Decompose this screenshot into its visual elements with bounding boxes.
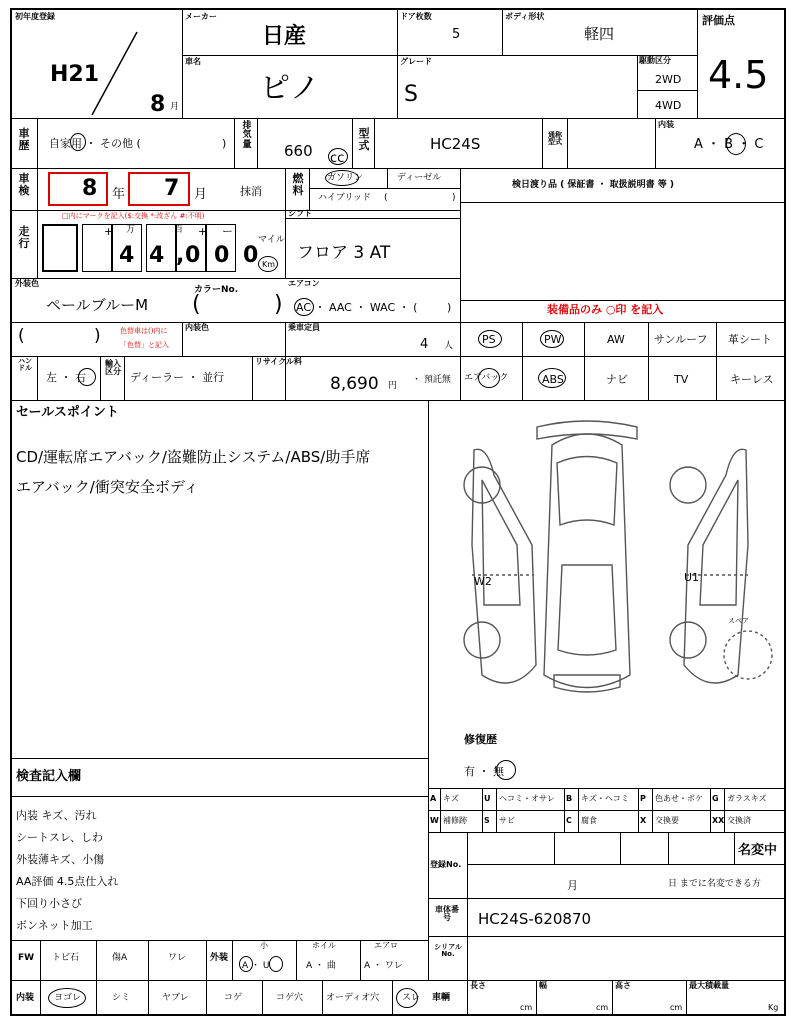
registration-day-text: 日 までに名変できる方 xyxy=(668,879,761,889)
year-unit: 年 xyxy=(112,187,126,202)
body-type-label: ボディ形状 xyxy=(505,12,545,21)
inspection-month-box xyxy=(128,172,190,206)
import-label: 輸入区分 xyxy=(105,359,121,377)
capacity-label: 乗車定員 xyxy=(288,323,320,332)
first-registration-year: H21 xyxy=(50,62,100,87)
size-small-value: A ・ U xyxy=(242,961,270,971)
history-close: ) xyxy=(222,137,227,150)
sales-point-label: セールスポイント xyxy=(16,405,119,420)
inspection-note-3: 外装薄キズ、小傷 xyxy=(16,853,105,866)
equip-aw: AW xyxy=(607,333,625,346)
damage-w2: W2 xyxy=(474,575,492,588)
aircon-options: AC ・ AAC ・ WAC ・ ( xyxy=(296,301,418,314)
interior-wear: スレ xyxy=(402,993,421,1003)
repair-history-value: 有 ・ 無 xyxy=(464,765,504,778)
score-label: 評価点 xyxy=(702,14,735,27)
inspection-year-box xyxy=(48,172,108,206)
interior-dirt-circle xyxy=(48,988,86,1008)
registration-no-label: 登録No. xyxy=(430,860,462,869)
chassis-no-label: 車体番号 xyxy=(435,905,459,923)
size-wheel-label: ホイル xyxy=(312,941,336,950)
drive-label: 駆動区分 xyxy=(639,56,671,65)
inspection-note-4: AA評価 4.5点仕入れ xyxy=(16,875,119,888)
displacement-value: 660 xyxy=(284,142,313,160)
mileage-plus-2: + xyxy=(198,225,208,238)
mileage-label: 走行 xyxy=(18,225,30,250)
vehicle-dimensions-label: 車輌 xyxy=(432,993,451,1003)
length-label: 長さ xyxy=(470,981,486,990)
repair-none-circle xyxy=(496,760,516,780)
legend-code: X xyxy=(640,816,647,825)
fuel-hybrid: ハイブリッド xyxy=(318,193,372,203)
mileage-digit-1: 4 xyxy=(119,243,135,268)
first-registration-label: 初年度登録 xyxy=(15,12,55,21)
mileage-digit-box-0 xyxy=(42,224,78,272)
color-change-open: ( xyxy=(18,326,25,346)
inspection-month: 7 xyxy=(164,176,180,201)
legend-code: G xyxy=(712,794,719,803)
mileage-digit-5: 0 xyxy=(243,243,259,268)
shift-value: フロア 3 AT xyxy=(297,243,391,263)
inspection-year: 8 xyxy=(82,176,98,201)
deposit-none: ・ 預託無 xyxy=(412,375,451,385)
max-load-label: 最大積載量 xyxy=(689,981,729,990)
legend-code: C xyxy=(566,816,572,825)
inspection-note-1: 内装 キズ、汚れ xyxy=(16,809,97,822)
interior-burn: コゲ xyxy=(224,993,243,1003)
legend-code: S xyxy=(484,816,490,825)
mileage-plus-1: + xyxy=(104,225,114,238)
inspection-notes-label: 検査記入欄 xyxy=(16,769,82,784)
damage-u1: U1 xyxy=(684,571,700,584)
legend-description: 交換済 xyxy=(727,816,751,825)
capacity-unit: 人 xyxy=(444,341,454,351)
height-label: 高さ xyxy=(615,981,631,990)
body-type-value: 軽四 xyxy=(584,25,615,43)
first-registration-month: 8 xyxy=(150,92,166,117)
grade-label: グレード xyxy=(400,57,432,66)
color-change-close: ) xyxy=(94,326,101,346)
spare-label: スペア xyxy=(728,617,749,625)
fuel-gasoline: ガソリン xyxy=(327,173,364,183)
interior-b-circle xyxy=(726,133,746,155)
fw-stone-chip: トビ石 xyxy=(52,953,80,963)
size-small-u-circle xyxy=(269,956,283,972)
name-change-label: 名変中 xyxy=(738,843,778,858)
interior-wear-circle xyxy=(396,988,421,1008)
size-small-label: 小 xyxy=(260,941,268,950)
cc-unit: cc xyxy=(330,151,345,166)
inspection-month-unit: 月 xyxy=(194,187,208,202)
model-value: HC24S xyxy=(430,135,481,153)
chassis-no-value: HC24S-620870 xyxy=(478,910,592,928)
km-unit: Km xyxy=(262,260,276,269)
fw-label: FW xyxy=(18,953,35,963)
mile-unit: マイル xyxy=(258,235,285,245)
repair-history-label: 修復歴 xyxy=(464,733,497,746)
month-unit: 月 xyxy=(170,102,180,112)
equip-ps: PS xyxy=(482,333,496,346)
equip-airbag-circle xyxy=(478,368,500,388)
drive-4wd: 4WD xyxy=(655,99,682,112)
fw-crack: ワレ xyxy=(168,953,187,963)
handle-value: 左 ・ 右 xyxy=(46,371,86,384)
legend-code: U xyxy=(484,794,491,803)
maker-value: 日産 xyxy=(262,24,307,49)
km-circle xyxy=(258,256,278,272)
mileage-dash: ー xyxy=(222,225,233,238)
displacement-label: 排気量 xyxy=(242,121,252,150)
equip-pw: PW xyxy=(544,333,562,346)
legend-description: キズ xyxy=(443,794,459,803)
fw-scratch-a: 傷A xyxy=(112,953,128,963)
score-value: 4.5 xyxy=(708,53,769,97)
legend-description: ガラスキズ xyxy=(727,794,767,803)
mileage-digit-4: 0 xyxy=(214,243,230,268)
color-no-label: カラーNo. xyxy=(194,285,239,295)
equip-keyless: キーレス xyxy=(730,373,774,386)
mileage-digit-3: 0 xyxy=(185,243,201,268)
legend-description: 腐食 xyxy=(581,816,597,825)
exterior-small-label: 外装 xyxy=(210,953,229,963)
interior-burn-hole: コゲ穴 xyxy=(276,993,304,1003)
handle-right-circle xyxy=(78,368,96,386)
aircon-label: エアコン xyxy=(288,279,320,288)
sales-point-line-2: エアバック/衝突安全ボディ xyxy=(16,478,199,496)
interior-bottom-label: 内装 xyxy=(16,993,35,1003)
import-value: ディーラー ・ 並行 xyxy=(130,371,225,384)
shift-label: シフト xyxy=(288,209,312,218)
mileage-digit-2: 4 xyxy=(149,243,165,268)
serial-no-label: シリアルNo. xyxy=(434,943,462,959)
registration-month: 月 xyxy=(567,879,578,892)
max-load-unit: Kg xyxy=(768,1003,779,1012)
size-aero-value: A ・ ワレ xyxy=(364,961,403,971)
equip-airbag: エアバック xyxy=(464,373,509,383)
history-label: 車歴 xyxy=(18,127,30,152)
car-name-label: 車名 xyxy=(185,57,201,66)
legend-description: ヘコミ・オサレ xyxy=(499,794,555,803)
size-wheel-value: A ・ 曲 xyxy=(306,961,336,971)
size-small-a-circle xyxy=(239,956,253,972)
color-no-close: ) xyxy=(274,292,283,317)
common-model-label: 通称型式 xyxy=(548,131,562,147)
legend-description: 補修跡 xyxy=(443,816,467,825)
interior-audio-hole: オーディオ穴 xyxy=(326,993,380,1003)
equip-tv: TV xyxy=(674,373,689,386)
fuel-label: 燃料 xyxy=(292,172,304,197)
doors-value: 5 xyxy=(452,27,461,42)
interior-label: 内装 xyxy=(658,120,674,129)
legend-description: サビ xyxy=(499,816,515,825)
width-unit: cm xyxy=(596,1003,609,1012)
accessories-label: 検日渡り品 ( 保証書 ・ 取扱説明書 等 ) xyxy=(512,180,675,190)
unit-100: 百 xyxy=(174,225,184,235)
recycle-label: リサイクル料 xyxy=(255,357,302,366)
inspection-label: 車検 xyxy=(18,172,30,197)
equip-abs: ABS xyxy=(542,373,564,386)
legend-code: A xyxy=(430,794,437,803)
color-no-open: ( xyxy=(192,292,201,317)
exterior-color-value: ペールブルーM xyxy=(46,296,149,314)
car-damage-diagram xyxy=(442,415,778,715)
drive-2wd: 2WD xyxy=(655,73,682,86)
width-label: 幅 xyxy=(539,981,547,990)
legend-description: 交換要 xyxy=(655,816,679,825)
legend-code: XX xyxy=(712,816,725,825)
equipment-header: 装備品のみ ○印 を記入 xyxy=(547,303,664,316)
legend-description: キズ・ヘコミ xyxy=(581,794,629,803)
fuel-gasoline-circle xyxy=(325,170,359,186)
height-unit: cm xyxy=(670,1003,683,1012)
grade-value: S xyxy=(404,82,418,107)
legend-description: 色あせ・ボケ xyxy=(655,794,703,803)
interior-color-label: 内装色 xyxy=(185,323,209,332)
fuel-hybrid-paren: ( xyxy=(384,193,388,203)
legend-code: P xyxy=(640,794,646,803)
maker-label: メーカー xyxy=(185,12,217,21)
car-name-value: ピノ xyxy=(260,71,320,106)
equip-abs-circle xyxy=(538,368,566,388)
deregistered: 抹消 xyxy=(240,185,262,198)
fuel-diesel: ディーゼル xyxy=(397,173,442,183)
equip-navi: ナビ xyxy=(606,373,628,386)
mileage-note: □内にマークを記入($:交換 *:改ざん #:不明) xyxy=(62,212,205,220)
yen-unit: 円 xyxy=(388,381,398,391)
inspection-note-6: ボンネット加工 xyxy=(16,919,93,932)
aircon-close: ) xyxy=(447,301,452,314)
inspection-note-5: 下回り小さび xyxy=(16,897,82,910)
doors-label: ドア枚数 xyxy=(400,12,432,21)
equip-leather-seat: 革シート xyxy=(728,333,772,346)
model-label: 型式 xyxy=(358,127,370,152)
cc-circle xyxy=(328,148,348,165)
history-value: 自家用 ・ その他 ( xyxy=(49,137,141,150)
size-aero-label: エアロ xyxy=(374,941,398,950)
capacity-value: 4 xyxy=(420,337,429,352)
recycle-fee: 8,690 xyxy=(330,374,379,394)
date-slash xyxy=(82,30,142,118)
mileage-comma: , xyxy=(176,243,185,268)
legend-code: B xyxy=(566,794,573,803)
aircon-ac-circle xyxy=(294,298,314,316)
interior-stain: シミ xyxy=(112,993,131,1003)
fuel-hybrid-close: ) xyxy=(452,193,456,203)
history-private-circle xyxy=(70,133,86,151)
color-change-note-2: 「色替」と記入 xyxy=(120,341,169,349)
interior-dirt: ヨゴレ xyxy=(54,993,82,1003)
equip-sunroof: サンルーフ xyxy=(654,333,708,346)
exterior-color-label: 外装色 xyxy=(15,279,39,288)
sales-point-line-1: CD/運転席エアバック/盗難防止システム/ABS/助手席 xyxy=(16,448,371,466)
color-change-note-1: 色替車は()内に xyxy=(120,327,168,335)
inspection-note-2: シートスレ、しわ xyxy=(16,831,104,844)
interior-grades: A ・ B ・ C xyxy=(694,137,764,152)
length-unit: cm xyxy=(520,1003,533,1012)
equip-pw-circle xyxy=(540,330,564,348)
legend-code: W xyxy=(430,816,439,825)
interior-tear: ヤブレ xyxy=(162,993,189,1003)
handle-label: ハンドル xyxy=(18,357,32,373)
equip-ps-circle xyxy=(478,330,502,348)
auction-sheet xyxy=(10,8,786,1016)
unit-10k: 万 xyxy=(126,225,136,235)
